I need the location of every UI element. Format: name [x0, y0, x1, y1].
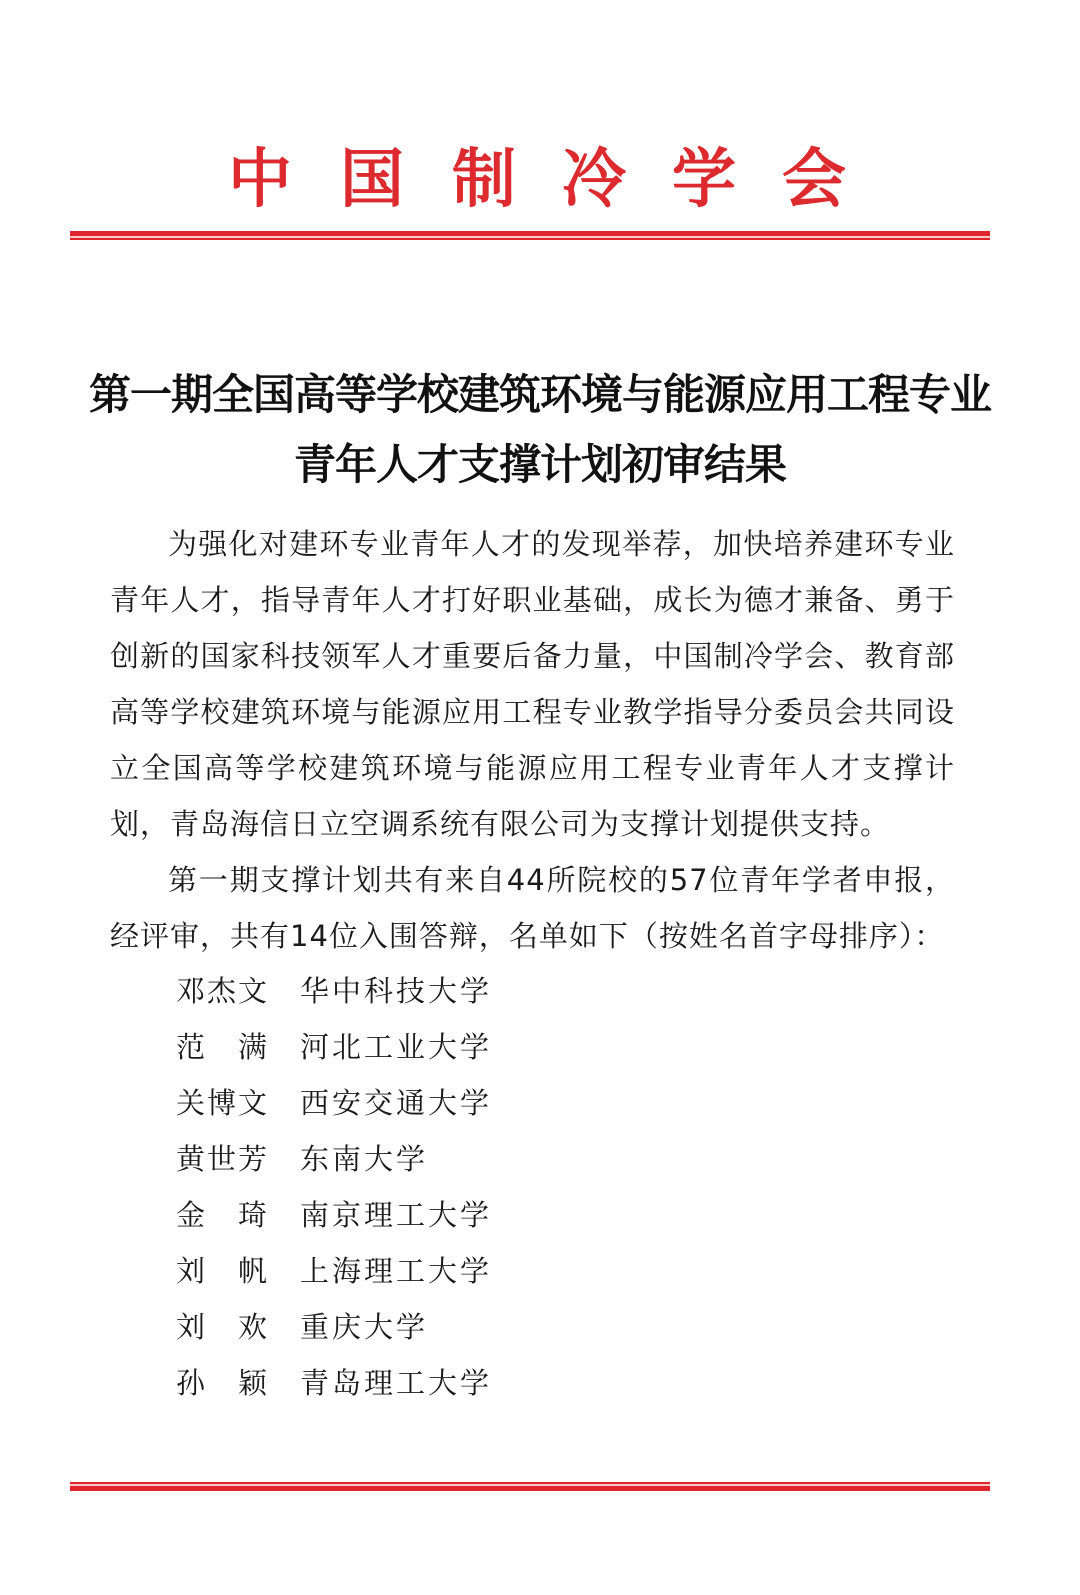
nominee-name: 邓杰文 [176, 974, 270, 1008]
list-item [176, 1019, 776, 1075]
letterhead-char: 会 [782, 142, 846, 217]
list-item [176, 1355, 776, 1411]
list-item [176, 1131, 776, 1187]
nominee-list [176, 963, 776, 1411]
letterhead-char: 学 [672, 142, 736, 217]
nominee-name: 金 琦 [176, 1198, 270, 1232]
nominee-name: 范 满 [176, 1030, 270, 1064]
footer-red-rule [70, 1482, 990, 1491]
nominee-name: 黄世芳 [176, 1142, 270, 1176]
nominee-school: 青岛理工大学 [300, 1366, 493, 1400]
list-item [176, 1299, 776, 1355]
nominee-name: 刘 帆 [176, 1254, 270, 1288]
nominee-school: 南京理工大学 [300, 1198, 493, 1232]
letterhead-char: 冷 [562, 142, 626, 217]
letterhead-char: 国 [340, 142, 404, 217]
title-line-1: 第一期全国高等学校建筑环境与能源应用工程专业 [88, 370, 991, 419]
document-body [110, 516, 955, 964]
letterhead-char: 中 [228, 142, 292, 217]
header-red-rule [70, 231, 990, 240]
results-paragraph: 第一期支撑计划共有来自44所院校的57位青年学者申报，经评审，共有14位入围答辩，名单如下（按姓名首字母排序）： [110, 863, 955, 953]
nominee-name: 孙 颖 [176, 1366, 270, 1400]
nominee-school: 重庆大学 [300, 1310, 429, 1344]
nominee-name: 刘 欢 [176, 1310, 270, 1344]
list-item [176, 1243, 776, 1299]
nominee-school: 河北工业大学 [300, 1030, 493, 1064]
nominee-school: 东南大学 [300, 1142, 429, 1176]
document-title [40, 360, 1040, 500]
letterhead-char: 制 [452, 142, 516, 217]
list-item [176, 1187, 776, 1243]
nominee-school: 上海理工大学 [300, 1254, 493, 1288]
list-item [176, 1075, 776, 1131]
letterhead [0, 140, 1080, 220]
nominee-school: 西安交通大学 [300, 1086, 493, 1120]
title-line-2: 青年人才支撑计划初审结果 [293, 440, 786, 489]
list-item [176, 963, 776, 1019]
intro-paragraph: 为强化对建环专业青年人才的发现举荐，加快培养建环专业青年人才，指导青年人才打好职业基础，成长为德才兼备、勇于创新的国家科技领军人才重要后备力量，中国制冷学会、教育部高等学校建筑环境与能源应用工程专业教学指导分委员会共同设立全国高等学校建筑环境与能源应用工程专业青年人才支撑计划，青岛海信日立空调系统有限公司为支撑计划提供支持。 [110, 527, 955, 841]
nominee-school: 华中科技大学 [300, 974, 493, 1008]
nominee-name: 关博文 [176, 1086, 270, 1120]
